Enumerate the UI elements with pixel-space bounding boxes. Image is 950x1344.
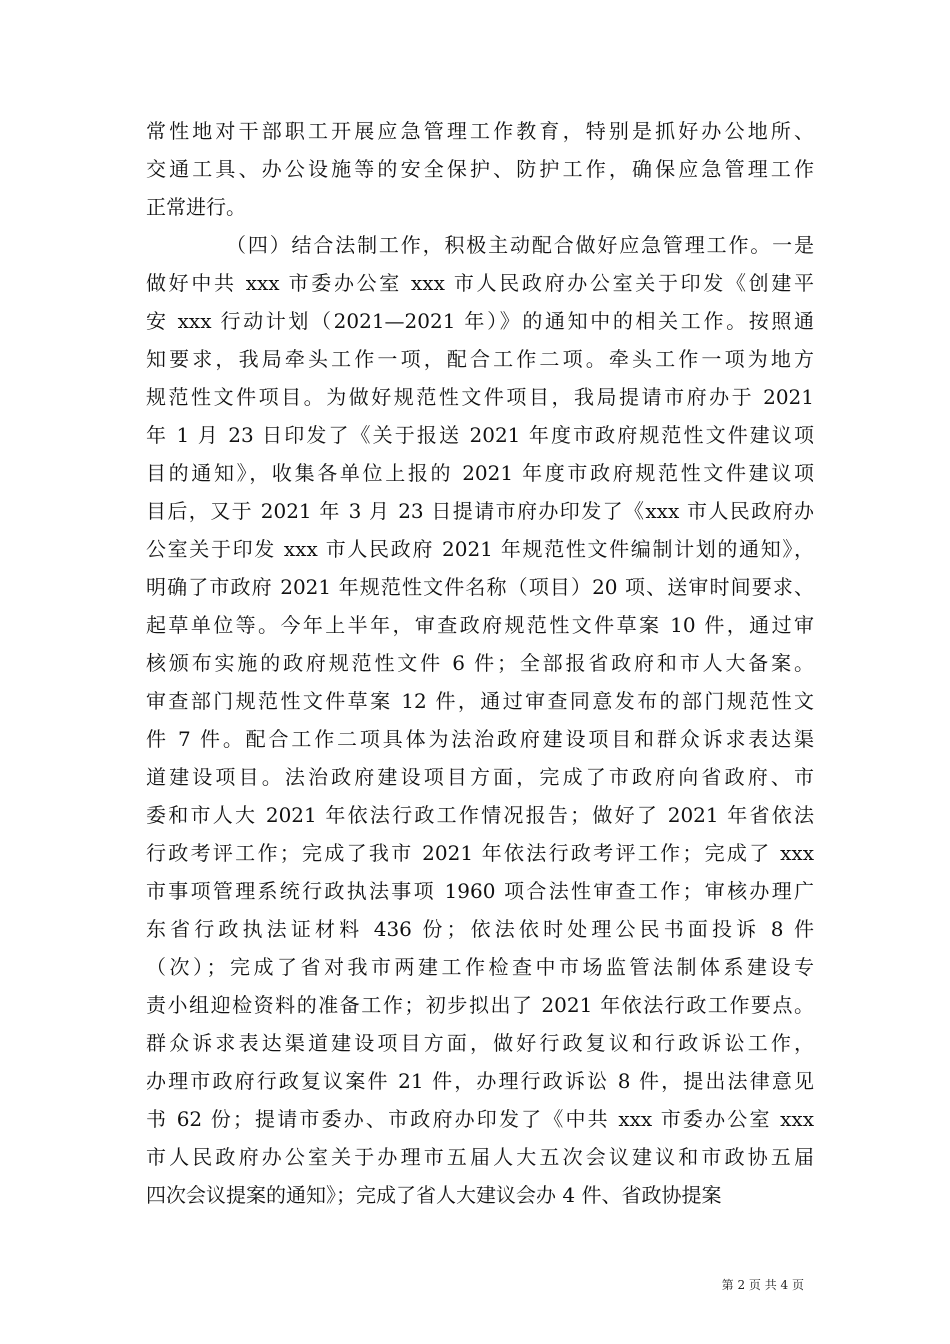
text-line: 规范性文件项目。为做好规范性文件项目，我局提请市府办于 2021: [146, 385, 814, 409]
text-line: 明确了市政府 2021 年规范性文件名称（项目）20 项、送审时间要求、: [146, 575, 814, 599]
text-line: 市人民政府办公室关于办理市五届人大五次会议建议和市政协五届: [146, 1145, 814, 1169]
text-line: 书 62 份；提请市委办、市政府办印发了《中共 xxx 市委办公室 xxx: [146, 1107, 814, 1131]
text-line: 群众诉求表达渠道建设项目方面，做好行政复议和行政诉讼工作，: [146, 1031, 814, 1055]
text-line: 起草单位等。今年上半年，审查政府规范性文件草案 10 件，通过审: [146, 613, 814, 637]
text-line: 公室关于印发 xxx 市人民政府 2021 年规范性文件编制计划的通知》，: [146, 537, 814, 561]
text-line: 目的通知》，收集各单位上报的 2021 年度市政府规范性文件建议项: [146, 461, 814, 485]
text-line: 东省行政执法证材料 436 份；依法依时处理公民书面投诉 8 件: [146, 917, 814, 941]
text-line: 责小组迎检资料的准备工作；初步拟出了 2021 年依法行政工作要点。: [146, 993, 814, 1017]
text-line: 审查部门规范性文件草案 12 件，通过审查同意发布的部门规范性文: [146, 689, 814, 713]
page-number: 第 2 页 共 4 页: [721, 1278, 804, 1292]
text-line: 目后，又于 2021 年 3 月 23 日提请市府办印发了《xxx 市人民政府办: [146, 499, 814, 523]
text-line: 常性地对干部职工开展应急管理工作教育，特别是抓好办公地所、: [146, 119, 814, 143]
text-line: 办理市政府行政复议案件 21 件，办理行政诉讼 8 件，提出法律意见: [146, 1069, 814, 1093]
text-line: 知要求，我局牵头工作一项，配合工作二项。牵头工作一项为地方: [146, 347, 814, 371]
text-line: 市事项管理系统行政执法事项 1960 项合法性审查工作；审核办理广: [146, 879, 814, 903]
text-line: 件 7 件。配合工作二项具体为法治政府建设项目和群众诉求表达渠: [146, 727, 814, 751]
paragraph-start-line: （四）结合法制工作，积极主动配合做好应急管理工作。一是: [226, 233, 814, 257]
text-line: 委和市人大 2021 年依法行政工作情况报告；做好了 2021 年省依法: [146, 803, 814, 827]
text-line: 做好中共 xxx 市委办公室 xxx 市人民政府办公室关于印发《创建平: [146, 271, 814, 295]
text-line: 交通工具、办公设施等的安全保护、防护工作，确保应急管理工作: [146, 157, 814, 181]
text-line: 年 1 月 23 日印发了《关于报送 2021 年度市政府规范性文件建议项: [146, 423, 814, 447]
text-line: 道建设项目。法治政府建设项目方面，完成了市政府向省政府、市: [146, 765, 814, 789]
text-line: 四次会议提案的通知》；完成了省人大建议会办 4 件、省政协提案: [146, 1183, 722, 1207]
body-text: [146, 112, 814, 1214]
text-line: 正常进行。: [146, 195, 246, 219]
text-line: 行政考评工作；完成了我市 2021 年依法行政考评工作；完成了 xxx: [146, 841, 814, 865]
text-line: （次）；完成了省对我市两建工作检查中市场监管法制体系建设专: [146, 955, 814, 979]
text-line: 核颁布实施的政府规范性文件 6 件；全部报省政府和市人大备案。: [146, 651, 814, 675]
text-line: 安 xxx 行动计划（2021—2021 年）》的通知中的相关工作。按照通: [146, 309, 814, 333]
